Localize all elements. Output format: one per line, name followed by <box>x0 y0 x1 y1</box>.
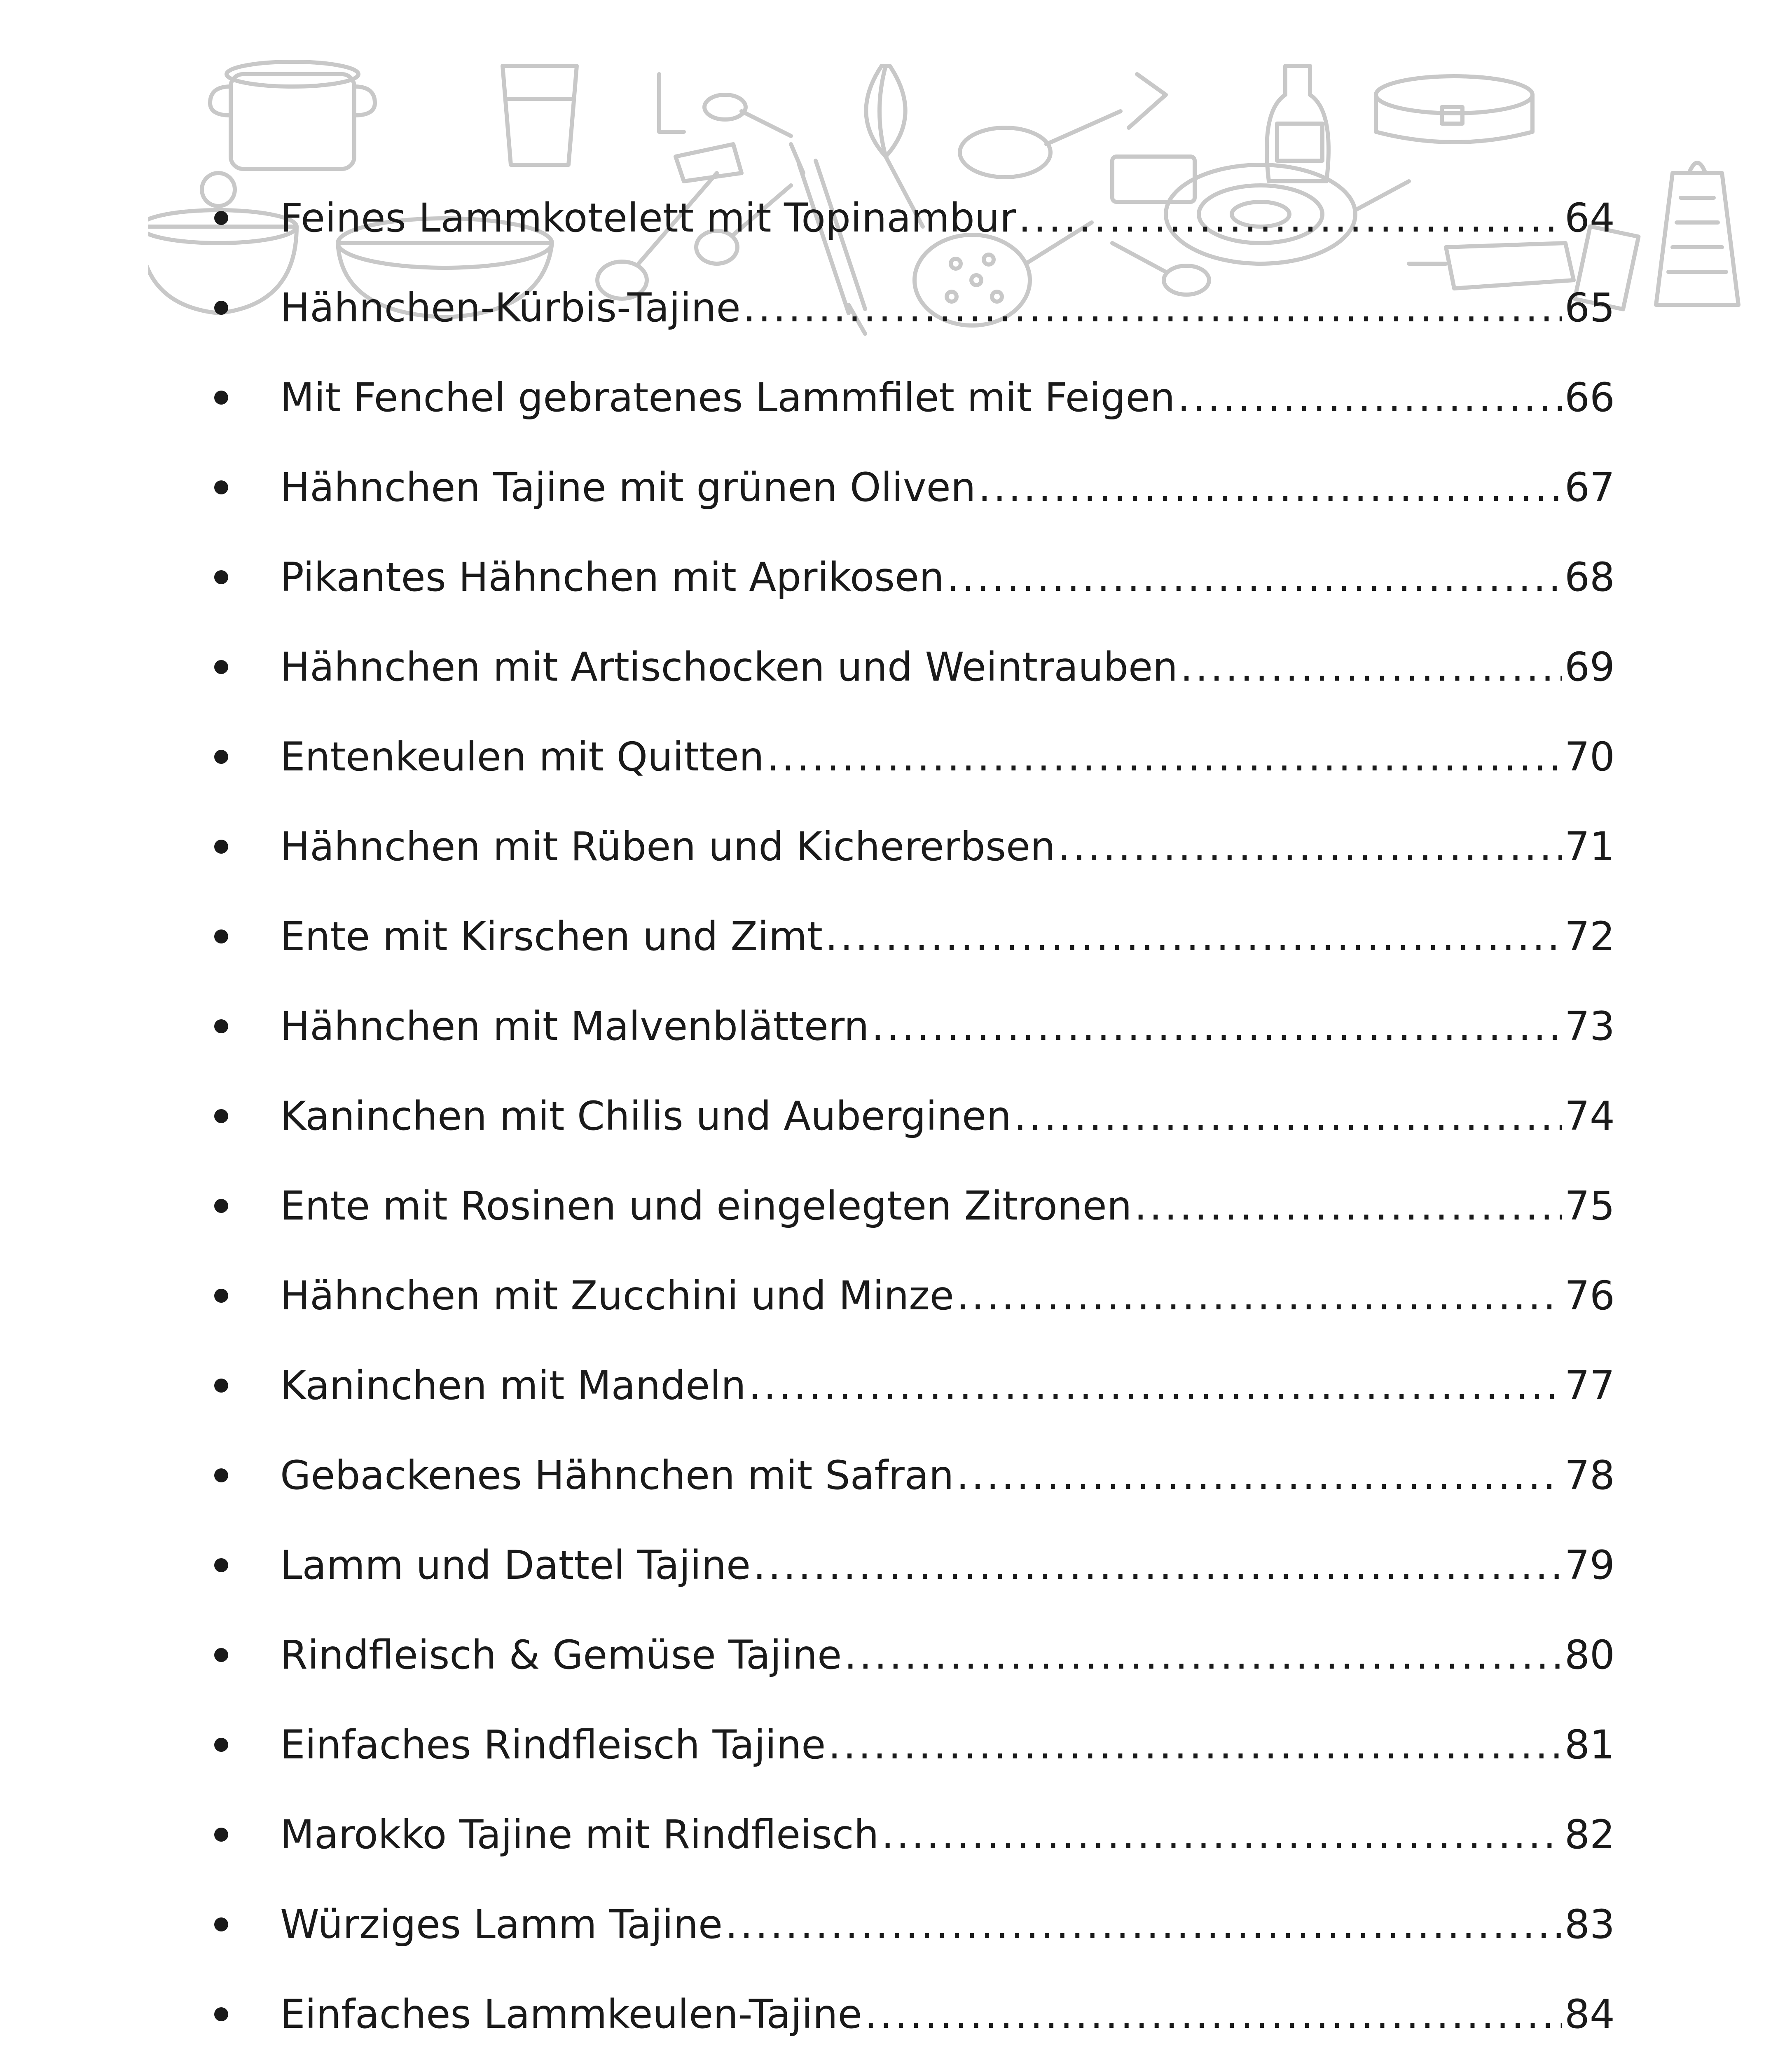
toc-entry-line <box>280 285 1615 331</box>
bullet-icon <box>214 929 228 943</box>
toc-entry-page-number: 64 <box>1564 195 1615 241</box>
toc-entry[interactable] <box>214 1341 1615 1430</box>
bullet-icon <box>214 1738 228 1752</box>
toc-entry-page-number: 75 <box>1564 1183 1615 1229</box>
toc-entry-line <box>280 824 1615 870</box>
toc-entry-title: Hähnchen mit Rüben und Kichererbsen <box>280 824 1055 870</box>
bullet-icon <box>214 2007 228 2021</box>
toc-entry-line <box>280 1003 1615 1049</box>
bullet-icon <box>214 1109 228 1123</box>
dot-leader <box>1014 1096 1562 1136</box>
toc-entry[interactable] <box>214 892 1615 981</box>
bullet-icon <box>214 391 228 405</box>
bullet-icon <box>214 211 228 225</box>
toc-entry-line <box>280 1093 1615 1139</box>
toc-entry-page-number: 84 <box>1564 1991 1615 2037</box>
toc-entry-title: Einfaches Rindfleisch Tajine <box>280 1722 826 1768</box>
toc-entry-title: Marokko Tajine mit Rindfleisch <box>280 1812 879 1858</box>
dot-leader <box>1135 1186 1562 1226</box>
toc-entry-line <box>280 375 1615 421</box>
toc-entry-line <box>280 1273 1615 1319</box>
dot-leader <box>956 1456 1562 1495</box>
dot-leader <box>978 468 1562 507</box>
toc-entry[interactable] <box>214 1790 1615 1880</box>
toc-entry-page-number: 78 <box>1564 1452 1615 1498</box>
bullet-icon <box>214 480 228 494</box>
toc-entry[interactable] <box>214 1520 1615 1610</box>
dot-leader <box>872 1007 1562 1046</box>
glass-icon <box>503 66 577 165</box>
dot-leader <box>844 1635 1562 1675</box>
toc-entry-page-number: 80 <box>1564 1632 1615 1678</box>
bullet-icon <box>214 660 228 674</box>
toc-entry-line <box>280 1991 1615 2037</box>
toc-entry-page-number: 74 <box>1564 1093 1615 1139</box>
bullet-icon <box>214 1828 228 1842</box>
bullet-icon <box>214 1917 228 1931</box>
toc-entry-line <box>280 195 1615 241</box>
toc-entry-page-number: 83 <box>1564 1901 1615 1948</box>
bullet-icon <box>214 1468 228 1482</box>
bullet-icon <box>214 1648 228 1662</box>
bullet-icon <box>214 1379 228 1393</box>
toc-entry-line <box>280 913 1615 960</box>
toc-entry-page-number: 66 <box>1564 375 1615 421</box>
toc-entry-title: Entenkeulen mit Quitten <box>280 734 764 780</box>
toc-entry-page-number: 69 <box>1564 644 1615 690</box>
bullet-icon <box>214 1019 228 1033</box>
toc-entry[interactable] <box>214 712 1615 802</box>
toc-entry-page-number: 71 <box>1564 824 1615 870</box>
toc-entry-page-number: 67 <box>1564 464 1615 510</box>
toc-entry-page-number: 68 <box>1564 554 1615 600</box>
toc-entry[interactable] <box>214 532 1615 622</box>
dot-leader <box>749 1366 1562 1405</box>
toc-entry-line <box>280 554 1615 600</box>
toc-entry-line <box>280 1632 1615 1678</box>
dot-leader <box>1018 198 1562 238</box>
bullet-icon <box>214 301 228 315</box>
toc-entry-line <box>280 1362 1615 1409</box>
toc-entry[interactable] <box>214 622 1615 712</box>
toc-entry-page-number: 77 <box>1564 1362 1615 1409</box>
dot-leader <box>743 288 1562 328</box>
toc-entry-title: Ente mit Rosinen und eingelegten Zitronen <box>280 1183 1132 1229</box>
dot-leader <box>881 1815 1562 1854</box>
bullet-icon <box>214 1289 228 1303</box>
toc-entry-title: Hähnchen Tajine mit grünen Oliven <box>280 464 976 510</box>
dot-leader <box>828 1725 1562 1765</box>
toc-entry-page-number: 82 <box>1564 1812 1615 1858</box>
dot-leader <box>865 1994 1562 2034</box>
toc-entry-line <box>280 464 1615 510</box>
grater-icon <box>1656 163 1738 305</box>
dot-leader <box>1177 378 1562 417</box>
toc-entry-line <box>280 644 1615 690</box>
dot-leader <box>725 1905 1562 1944</box>
toc-entry[interactable] <box>214 1430 1615 1520</box>
toc-entry-title: Einfaches Lammkeulen-Tajine <box>280 1991 862 2037</box>
cake-tin-icon <box>1376 76 1532 142</box>
toc-entry[interactable] <box>214 1610 1615 1700</box>
toc-entry[interactable] <box>214 981 1615 1071</box>
toc-entry-title: Lamm und Dattel Tajine <box>280 1542 751 1588</box>
bullet-icon <box>214 570 228 584</box>
toc-entry[interactable] <box>214 1071 1615 1161</box>
toc-entry-title: Hähnchen-Kürbis-Tajine <box>280 285 741 331</box>
toc-entry-title: Hähnchen mit Malvenblättern <box>280 1003 869 1049</box>
toc-entry-page-number: 76 <box>1564 1273 1615 1319</box>
toc-entry-title: Rindfleisch & Gemüse Tajine <box>280 1632 842 1678</box>
toc-entry-line <box>280 1452 1615 1498</box>
toc-entry-line <box>280 1183 1615 1229</box>
toc-entry[interactable] <box>214 442 1615 532</box>
toc-entry-line <box>280 1901 1615 1948</box>
dot-leader <box>957 1276 1562 1316</box>
toc-entry-title: Hähnchen mit Artischocken und Weintrauben <box>280 644 1178 690</box>
bullet-icon <box>214 840 228 854</box>
toc-entry[interactable] <box>214 1251 1615 1341</box>
toc-entry-title: Hähnchen mit Zucchini und Minze <box>280 1273 954 1319</box>
pan-icon <box>960 74 1166 177</box>
toc-entry-title: Mit Fenchel gebratenes Lammfilet mit Feigen <box>280 375 1175 421</box>
dot-leader <box>1180 647 1562 687</box>
toc-entry-page-number: 81 <box>1564 1722 1615 1768</box>
toc-entry[interactable] <box>214 1700 1615 1790</box>
toc-entry-page-number: 72 <box>1564 913 1615 960</box>
bullet-icon <box>214 750 228 764</box>
bullet-icon <box>214 1558 228 1572</box>
toc-entry-page-number: 65 <box>1564 285 1615 331</box>
toc-entry[interactable] <box>214 1161 1615 1251</box>
toc-entry-page-number: 70 <box>1564 734 1615 780</box>
pot-icon <box>210 62 375 169</box>
table-of-contents <box>214 173 1615 2060</box>
toc-entry-line <box>280 734 1615 780</box>
dot-leader <box>947 557 1562 597</box>
toc-entry[interactable] <box>214 1880 1615 1969</box>
dot-leader <box>825 917 1562 956</box>
spoon-icon <box>659 74 791 181</box>
toc-entry[interactable] <box>214 1969 1615 2059</box>
toc-entry[interactable] <box>214 263 1615 353</box>
dot-leader <box>1058 827 1562 866</box>
toc-entry[interactable] <box>214 173 1615 263</box>
toc-entry-title: Würziges Lamm Tajine <box>280 1901 723 1948</box>
toc-entry-page-number: 73 <box>1564 1003 1615 1049</box>
toc-entry-title: Gebackenes Hähnchen mit Safran <box>280 1452 954 1498</box>
toc-entry-title: Ente mit Kirschen und Zimt <box>280 913 823 960</box>
toc-entry[interactable] <box>214 353 1615 442</box>
toc-entry-title: Feines Lammkotelett mit Topinambur <box>280 195 1016 241</box>
toc-entry-title: Kaninchen mit Mandeln <box>280 1362 746 1409</box>
toc-entry[interactable] <box>214 802 1615 892</box>
toc-entry-title: Pikantes Hähnchen mit Aprikosen <box>280 554 944 600</box>
dot-leader <box>767 737 1562 777</box>
bullet-icon <box>214 1199 228 1213</box>
toc-entry-title: Kaninchen mit Chilis und Auberginen <box>280 1093 1012 1139</box>
toc-entry-page-number: 79 <box>1564 1542 1615 1588</box>
toc-entry-line <box>280 1542 1615 1588</box>
dot-leader <box>753 1545 1562 1585</box>
toc-entry-line <box>280 1812 1615 1858</box>
toc-entry-line <box>280 1722 1615 1768</box>
